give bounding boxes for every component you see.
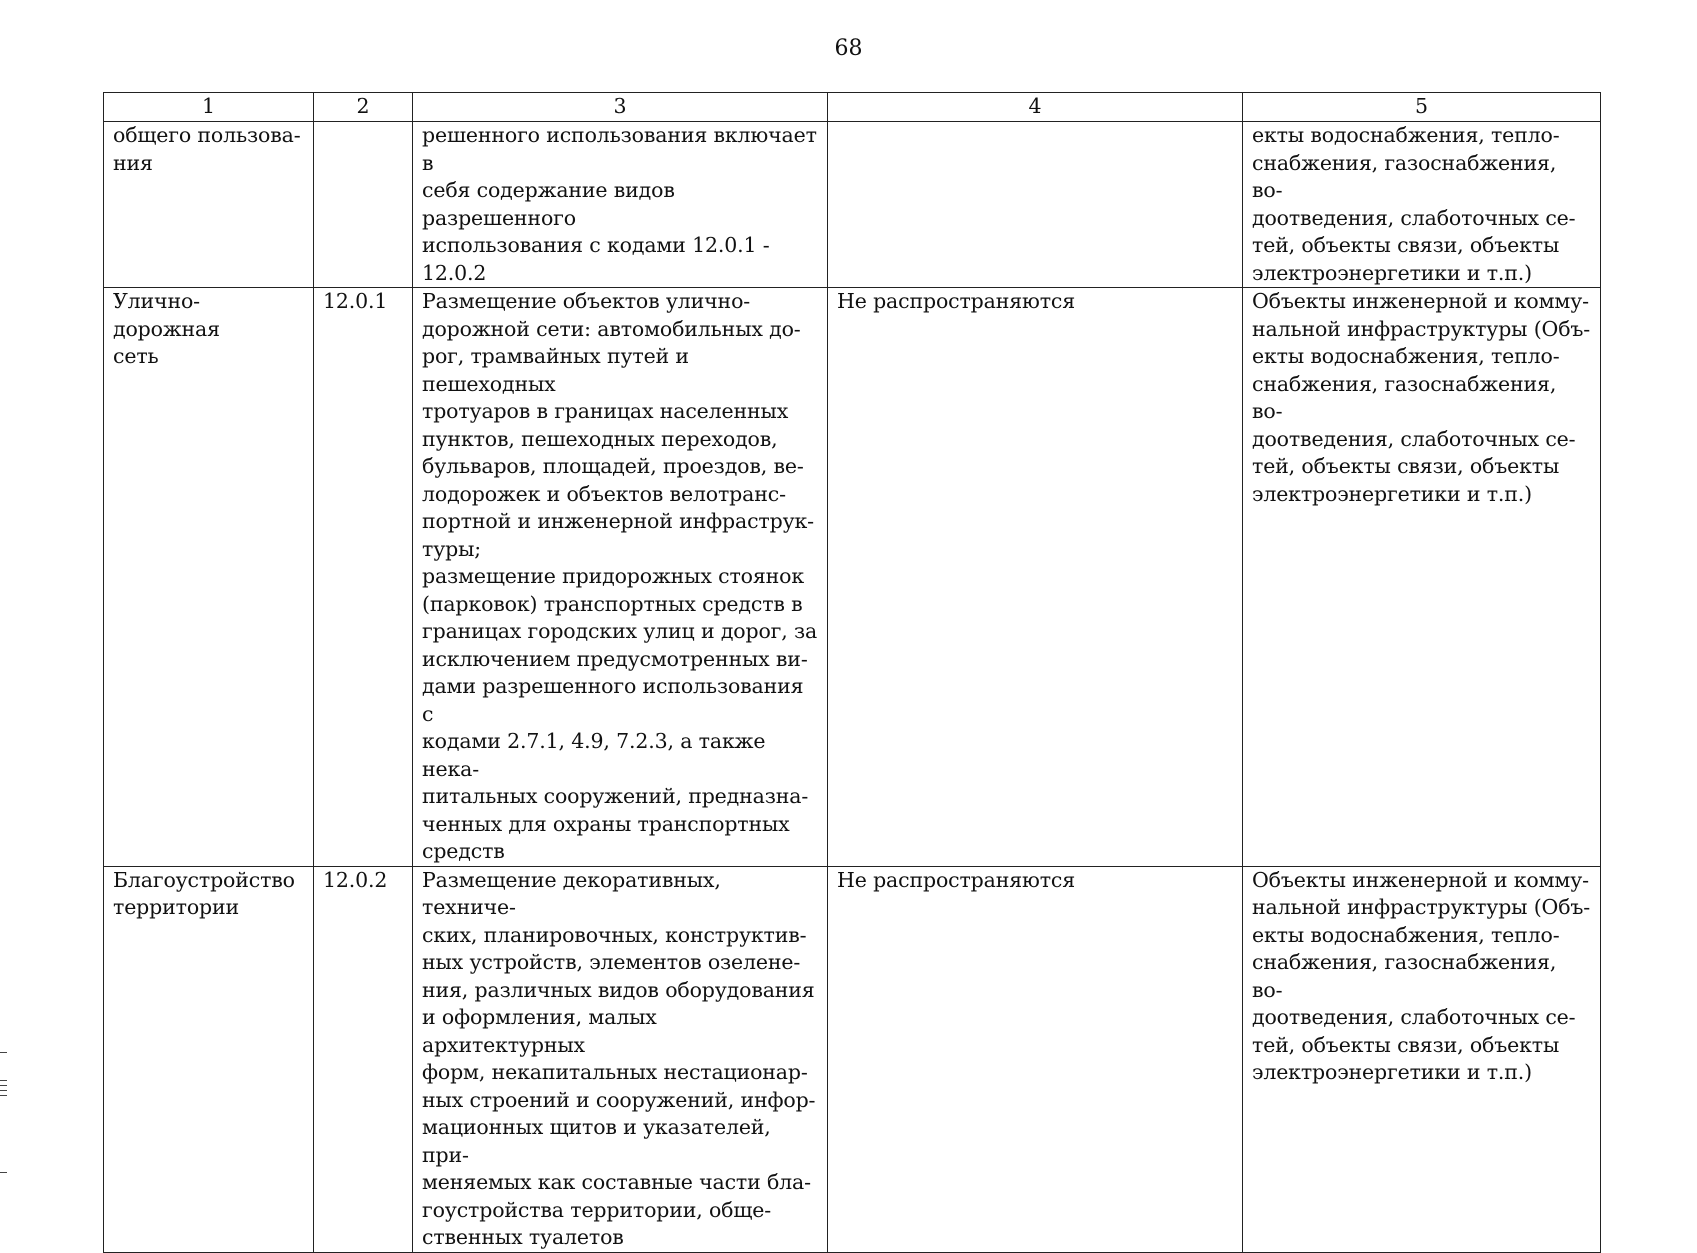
table-header-row [104, 93, 1601, 122]
cell-name: Благоустройство территории [104, 866, 314, 1252]
page-number: 68 [834, 36, 863, 61]
document-table [103, 92, 1601, 1253]
cell-name: Улично-дорожная сеть [104, 288, 314, 867]
cell-code: 12.0.2 [314, 866, 413, 1252]
column-header: 4 [828, 93, 1243, 122]
scan-margin-mark [0, 1080, 7, 1081]
cell-description: решенного использования включает в себя содержание видов разрешенного использования с кодами 12.0.1 - 12.0.2 [413, 122, 828, 288]
scan-margin-mark [0, 1085, 7, 1086]
scan-margin-mark [0, 1095, 7, 1096]
table-row [104, 866, 1601, 1252]
cell-code [314, 122, 413, 288]
column-header: 3 [413, 93, 828, 122]
table-row [104, 288, 1601, 867]
scan-margin-mark [0, 1172, 7, 1173]
column-header: 1 [104, 93, 314, 122]
cell-description: Размещение декоративных, техниче- ских, планировочных, конструктив- ных устройств, элементов озелене- ния, различных видов оборудования и оформления, малых архитектурных форм, некапитальных нестационар- ных строений и сооружений, инфор- мационных щитов и указателей, при- меняемых как составные части бла- гоустройства территории, обще- ственных туалетов [413, 866, 828, 1252]
scan-margin-mark [0, 1052, 7, 1053]
table-row [104, 122, 1601, 288]
cell-auxiliary: Объекты инженерной и комму- нальной инфраструктуры (Объ- екты водоснабжения, тепло- снабжения, газоснабжения, во- доотведения, слаботочных се- тей, объекты связи, объекты электроэнергетики и т.п.) [1243, 288, 1601, 867]
cell-name: общего пользова- ния [104, 122, 314, 288]
cell-description: Размещение объектов улично- дорожной сети: автомобильных до- рог, трамвайных путей и пешеходных тротуаров в границах населенных пунктов, пешеходных переходов, бульваров, площадей, проездов, ве- лодорожек и объектов велотранс- портной и инженерной инфраструк- туры; размещение придорожных стоянок (парковок) транспортных средств в границах городских улиц и дорог, за исключением предусмотренных ви- дами разрешенного использования с кодами 2.7.1, 4.9, 7.2.3, а также нека- питальных сооружений, предназна- ченных для охраны транспортных средств [413, 288, 828, 867]
cell-auxiliary: Объекты инженерной и комму- нальной инфраструктуры (Объ- екты водоснабжения, тепло- снабжения, газоснабжения, во- доотведения, слаботочных се- тей, объекты связи, объекты электроэнергетики и т.п.) [1243, 866, 1601, 1252]
cell-auxiliary: екты водоснабжения, тепло- снабжения, газоснабжения, во- доотведения, слаботочных се- тей, объекты связи, объекты электроэнергетики и т.п.) [1243, 122, 1601, 288]
column-header: 5 [1243, 93, 1601, 122]
scan-margin-mark [0, 1090, 7, 1091]
cell-restrictions: Не распространяются [828, 866, 1243, 1252]
cell-code: 12.0.1 [314, 288, 413, 867]
column-header: 2 [314, 93, 413, 122]
cell-restrictions: Не распространяются [828, 288, 1243, 867]
cell-restrictions [828, 122, 1243, 288]
